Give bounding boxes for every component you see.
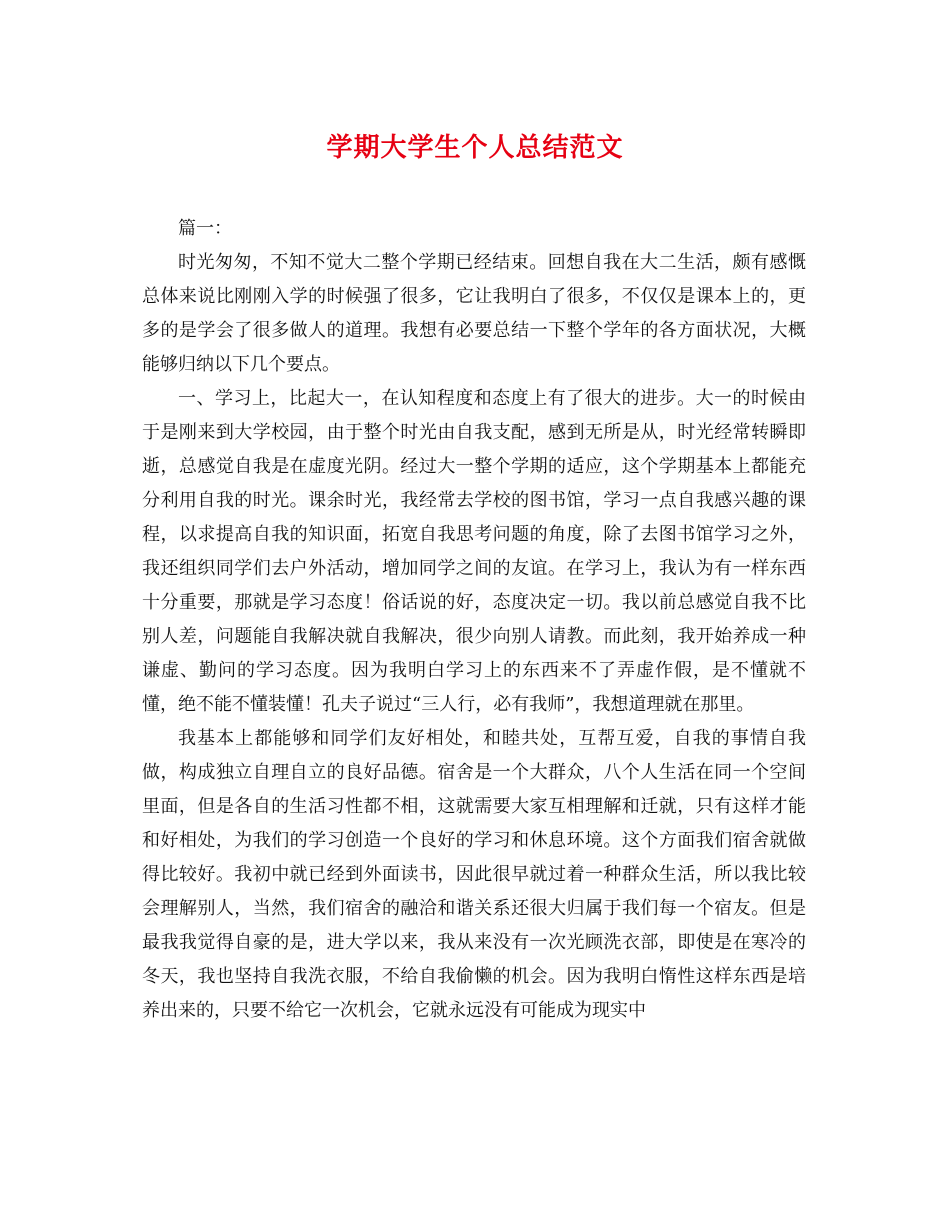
document-body [142,212,806,1028]
paragraph-life: 我基本上都能够和同学们友好相处，和睦共处，互帮互爱，自我的事情自我做，构成独立自理自立的良好品德。宿舍是一个大群众，八个人生活在同一个空间里面，但是各自的生活习性都不相，这就需要大家互相理解和迁就，只有这样才能和好相处，为我们的学习创造一个良好的学习和休息环境。这个方面我们宿舍就做得比较好。我初中就已经到外面读书，因此很早就过着一种群众生活，所以我比较会理解别人，当然，我们宿舍的融洽和谐关系还很大归属于我们每一个宿友。但是最我我觉得自豪的是，进大学以来，我从来没有一次光顾洗衣部，即使是在寒冷的冬天，我也坚持自我洗衣服，不给自我偷懒的机会。因为我明白惰性这样东西是培养出来的，只要不给它一次机会，它就永远没有可能成为现实中 [142,728,806,1021]
paragraph-intro: 时光匆匆，不知不觉大二整个学期已经结束。回想自我在大二生活，颇有感慨总体来说比刚刚入学的时候强了很多，它让我明白了很多，不仅仅是课本上的，更多的是学会了很多做人的道理。我想有必要总结一下整个学年的各方面状况，大概能够归纳以下几个要点。 [142,252,806,375]
document-title: 学期大学生个人总结范文 [326,133,624,163]
paragraph-study: 一、学习上，比起大一，在认知程度和态度上有了很大的进步。大一的时候由于是刚来到大学校园，由于整个时光由自我支配，感到无所是从，时光经常转瞬即逝，总感觉自我是在虚度光阴。经过大一整个学期的适应，这个学期基本上都能充分利用自我的时光。课余时光，我经常去学校的图书馆，学习一点自我感兴趣的课程，以求提高自我的知识面，拓宽自我思考问题的角度，除了去图书馆学习之外，我还组织同学们去户外活动，增加同学之间的友谊。在学习上，我认为有一样东西十分重要，那就是学习态度！俗话说的好，态度决定一切。我以前总感觉自我不比别人差，问题能自我解决就自我解决，很少向别人请教。而此刻，我开始养成一种谦虚、勤问的学习态度。因为我明白学习上的东西来不了弄虚作假，是不懂就不懂，绝不能不懂装懂！孔夫子说过“三人行，必有我师”，我想道理就在那里。 [142,388,806,715]
section-heading: 篇一： [178,218,232,239]
